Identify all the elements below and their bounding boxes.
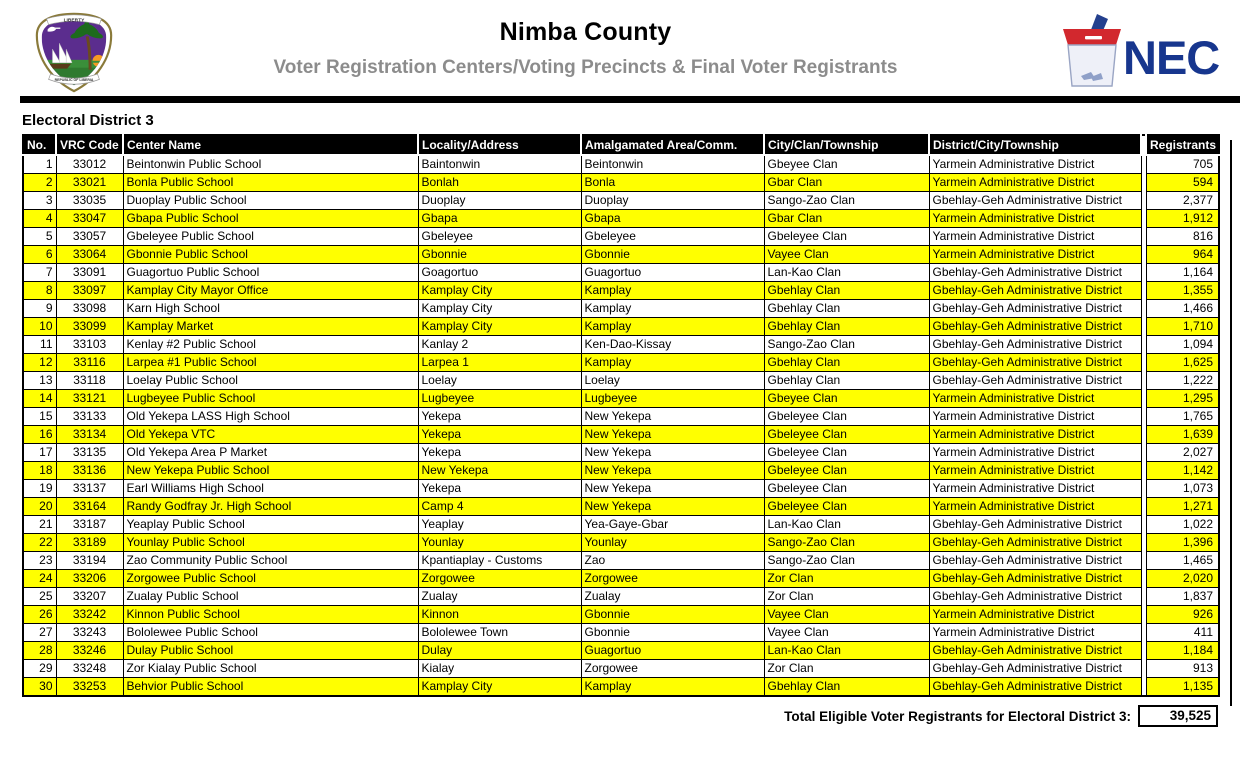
- cell-district: Yarmein Administrative District: [929, 408, 1141, 426]
- ballot-box-icon: [1051, 10, 1226, 94]
- cell-amalgamated-area: Kamplay: [581, 318, 764, 336]
- cell-amalgamated-area: Gbapa: [581, 210, 764, 228]
- cell-no: 21: [23, 516, 56, 534]
- cell-vrc-code: 33091: [56, 264, 123, 282]
- cell-district: Gbehlay-Geh Administrative District: [929, 372, 1141, 390]
- voter-centers-table: [22, 134, 1220, 697]
- cell-center-name: Kamplay City Mayor Office: [123, 282, 418, 300]
- liberia-seal-logo: [28, 8, 120, 96]
- cell-amalgamated-area: Gbeleyee: [581, 228, 764, 246]
- cell-no: 8: [23, 282, 56, 300]
- cell-registrants: 1,164: [1146, 264, 1219, 282]
- table-row: [23, 390, 1219, 408]
- cell-no: 3: [23, 192, 56, 210]
- cell-amalgamated-area: Guagortuo: [581, 642, 764, 660]
- cell-amalgamated-area: Yea-Gaye-Gbar: [581, 516, 764, 534]
- cell-locality: Camp 4: [418, 498, 581, 516]
- cell-amalgamated-area: Beintonwin: [581, 155, 764, 174]
- cell-no: 25: [23, 588, 56, 606]
- cell-vrc-code: 33103: [56, 336, 123, 354]
- cell-district: Yarmein Administrative District: [929, 624, 1141, 642]
- cell-city-clan: Gbehlay Clan: [764, 300, 929, 318]
- cell-amalgamated-area: Kamplay: [581, 300, 764, 318]
- cell-registrants: 1,396: [1146, 534, 1219, 552]
- cell-district: Gbehlay-Geh Administrative District: [929, 354, 1141, 372]
- cell-amalgamated-area: Gbonnie: [581, 246, 764, 264]
- table-row: [23, 372, 1219, 390]
- cell-locality: Baintonwin: [418, 155, 581, 174]
- cell-no: 14: [23, 390, 56, 408]
- cell-center-name: Old Yekepa Area P Market: [123, 444, 418, 462]
- cell-no: 7: [23, 264, 56, 282]
- section-title: Electoral District 3: [22, 112, 154, 129]
- cell-no: 13: [23, 372, 56, 390]
- table-row: [23, 552, 1219, 570]
- seal-top-banner-text: LIBERTY: [63, 18, 85, 24]
- cell-city-clan: Gbehlay Clan: [764, 282, 929, 300]
- cell-no: 10: [23, 318, 56, 336]
- cell-registrants: 1,022: [1146, 516, 1219, 534]
- cell-district: Yarmein Administrative District: [929, 480, 1141, 498]
- cell-center-name: Kamplay Market: [123, 318, 418, 336]
- cell-amalgamated-area: Kamplay: [581, 354, 764, 372]
- cell-city-clan: Gbeleyee Clan: [764, 228, 929, 246]
- cell-city-clan: Gbehlay Clan: [764, 372, 929, 390]
- cell-district: Yarmein Administrative District: [929, 606, 1141, 624]
- cell-no: 17: [23, 444, 56, 462]
- cell-registrants: 705: [1146, 155, 1219, 174]
- column-header-no: No.: [23, 135, 56, 155]
- cell-city-clan: Gbeyee Clan: [764, 155, 929, 174]
- cell-locality: Yekepa: [418, 408, 581, 426]
- cell-center-name: Zualay Public School: [123, 588, 418, 606]
- cell-center-name: Old Yekepa VTC: [123, 426, 418, 444]
- table-row: [23, 624, 1219, 642]
- seal-bottom-banner-text: REPUBLIC OF LIBERIA: [54, 77, 94, 82]
- cell-amalgamated-area: Loelay: [581, 372, 764, 390]
- cell-district: Yarmein Administrative District: [929, 498, 1141, 516]
- cell-center-name: Karn High School: [123, 300, 418, 318]
- cell-center-name: Bololewee Public School: [123, 624, 418, 642]
- cell-district: Gbehlay-Geh Administrative District: [929, 192, 1141, 210]
- cell-vrc-code: 33206: [56, 570, 123, 588]
- cell-locality: Kinnon: [418, 606, 581, 624]
- table-row: [23, 462, 1219, 480]
- cell-no: 5: [23, 228, 56, 246]
- cell-city-clan: Sango-Zao Clan: [764, 336, 929, 354]
- cell-registrants: 2,020: [1146, 570, 1219, 588]
- cell-registrants: 1,837: [1146, 588, 1219, 606]
- cell-city-clan: Gbeleyee Clan: [764, 462, 929, 480]
- cell-center-name: Zor Kialay Public School: [123, 660, 418, 678]
- cell-center-name: Loelay Public School: [123, 372, 418, 390]
- cell-district: Gbehlay-Geh Administrative District: [929, 282, 1141, 300]
- cell-district: Gbehlay-Geh Administrative District: [929, 660, 1141, 678]
- cell-locality: Yekepa: [418, 480, 581, 498]
- cell-city-clan: Sango-Zao Clan: [764, 534, 929, 552]
- cell-city-clan: Lan-Kao Clan: [764, 516, 929, 534]
- cell-district: Gbehlay-Geh Administrative District: [929, 264, 1141, 282]
- cell-locality: Kialay: [418, 660, 581, 678]
- cell-no: 30: [23, 678, 56, 697]
- cell-registrants: 1,465: [1146, 552, 1219, 570]
- column-header-locality: Locality/Address: [418, 135, 581, 155]
- cell-center-name: Randy Godfray Jr. High School: [123, 498, 418, 516]
- cell-no: 19: [23, 480, 56, 498]
- cell-no: 6: [23, 246, 56, 264]
- cell-city-clan: Lan-Kao Clan: [764, 264, 929, 282]
- cell-district: Gbehlay-Geh Administrative District: [929, 552, 1141, 570]
- table-row: [23, 155, 1219, 174]
- voter-table-body: [23, 155, 1219, 696]
- table-row: [23, 318, 1219, 336]
- table-header-row: [23, 135, 1219, 155]
- cell-center-name: Earl Williams High School: [123, 480, 418, 498]
- cell-locality: Larpea 1: [418, 354, 581, 372]
- cell-amalgamated-area: New Yekepa: [581, 480, 764, 498]
- cell-no: 11: [23, 336, 56, 354]
- table-row: [23, 354, 1219, 372]
- cell-center-name: Kenlay #2 Public School: [123, 336, 418, 354]
- cell-district: Yarmein Administrative District: [929, 155, 1141, 174]
- column-header-registrants: Registrants: [1146, 135, 1219, 155]
- cell-locality: Yeaplay: [418, 516, 581, 534]
- cell-center-name: Yeaplay Public School: [123, 516, 418, 534]
- cell-vrc-code: 33248: [56, 660, 123, 678]
- table-row: [23, 498, 1219, 516]
- cell-city-clan: Gbeleyee Clan: [764, 426, 929, 444]
- cell-vrc-code: 33099: [56, 318, 123, 336]
- cell-locality: Kamplay City: [418, 282, 581, 300]
- cell-vrc-code: 33136: [56, 462, 123, 480]
- cell-registrants: 1,222: [1146, 372, 1219, 390]
- cell-no: 24: [23, 570, 56, 588]
- cell-amalgamated-area: New Yekepa: [581, 408, 764, 426]
- column-header-city-clan: City/Clan/Township: [764, 135, 929, 155]
- page-header: [0, 0, 1240, 96]
- cell-registrants: 2,377: [1146, 192, 1219, 210]
- cell-no: 27: [23, 624, 56, 642]
- cell-city-clan: Vayee Clan: [764, 606, 929, 624]
- cell-city-clan: Gbeleyee Clan: [764, 480, 929, 498]
- cell-center-name: Kinnon Public School: [123, 606, 418, 624]
- cell-amalgamated-area: Duoplay: [581, 192, 764, 210]
- column-header-vrc-code: VRC Code: [56, 135, 123, 155]
- cell-vrc-code: 33047: [56, 210, 123, 228]
- table-row: [23, 534, 1219, 552]
- table-row: [23, 480, 1219, 498]
- cell-registrants: 1,639: [1146, 426, 1219, 444]
- cell-registrants: 1,912: [1146, 210, 1219, 228]
- cell-no: 23: [23, 552, 56, 570]
- cell-vrc-code: 33242: [56, 606, 123, 624]
- cell-registrants: 1,765: [1146, 408, 1219, 426]
- cell-district: Gbehlay-Geh Administrative District: [929, 570, 1141, 588]
- table-row: [23, 678, 1219, 697]
- cell-registrants: 1,271: [1146, 498, 1219, 516]
- cell-locality: Dulay: [418, 642, 581, 660]
- cell-locality: Bololewee Town: [418, 624, 581, 642]
- cell-registrants: 926: [1146, 606, 1219, 624]
- cell-locality: Yekepa: [418, 426, 581, 444]
- cell-registrants: 1,625: [1146, 354, 1219, 372]
- cell-center-name: Larpea #1 Public School: [123, 354, 418, 372]
- cell-city-clan: Gbeyee Clan: [764, 390, 929, 408]
- cell-city-clan: Sango-Zao Clan: [764, 192, 929, 210]
- cell-district: Yarmein Administrative District: [929, 174, 1141, 192]
- table-row: [23, 192, 1219, 210]
- cell-city-clan: Vayee Clan: [764, 624, 929, 642]
- cell-city-clan: Gbehlay Clan: [764, 678, 929, 697]
- cell-district: Gbehlay-Geh Administrative District: [929, 642, 1141, 660]
- cell-vrc-code: 33021: [56, 174, 123, 192]
- table-row: [23, 246, 1219, 264]
- cell-center-name: Zorgowee Public School: [123, 570, 418, 588]
- table-row: [23, 516, 1219, 534]
- cell-locality: Kamplay City: [418, 678, 581, 697]
- cell-city-clan: Gbeleyee Clan: [764, 408, 929, 426]
- cell-registrants: 1,073: [1146, 480, 1219, 498]
- cell-registrants: 964: [1146, 246, 1219, 264]
- cell-amalgamated-area: Zao: [581, 552, 764, 570]
- cell-district: Gbehlay-Geh Administrative District: [929, 300, 1141, 318]
- cell-amalgamated-area: Gbonnie: [581, 606, 764, 624]
- cell-vrc-code: 33187: [56, 516, 123, 534]
- cell-amalgamated-area: Younlay: [581, 534, 764, 552]
- table-row: [23, 210, 1219, 228]
- cell-city-clan: Gbehlay Clan: [764, 318, 929, 336]
- cell-locality: Gbapa: [418, 210, 581, 228]
- cell-center-name: Lugbeyee Public School: [123, 390, 418, 408]
- cell-vrc-code: 33098: [56, 300, 123, 318]
- cell-no: 18: [23, 462, 56, 480]
- cell-no: 4: [23, 210, 56, 228]
- cell-city-clan: Gbar Clan: [764, 210, 929, 228]
- cell-no: 1: [23, 155, 56, 174]
- cell-district: Yarmein Administrative District: [929, 444, 1141, 462]
- cell-no: 12: [23, 354, 56, 372]
- cell-no: 22: [23, 534, 56, 552]
- cell-registrants: 1,094: [1146, 336, 1219, 354]
- total-value-box: 39,525: [1138, 705, 1218, 727]
- cell-center-name: Gbonnie Public School: [123, 246, 418, 264]
- cell-vrc-code: 33135: [56, 444, 123, 462]
- cell-locality: Zorgowee: [418, 570, 581, 588]
- cell-vrc-code: 33116: [56, 354, 123, 372]
- cell-no: 16: [23, 426, 56, 444]
- cell-no: 26: [23, 606, 56, 624]
- total-label: Total Eligible Voter Registrants for Electoral District 3:: [784, 708, 1131, 724]
- table-row: [23, 570, 1219, 588]
- cell-vrc-code: 33012: [56, 155, 123, 174]
- table-row: [23, 444, 1219, 462]
- table-row: [23, 642, 1219, 660]
- table-row: [23, 660, 1219, 678]
- cell-center-name: New Yekepa Public School: [123, 462, 418, 480]
- cell-locality: Kamplay City: [418, 318, 581, 336]
- cell-vrc-code: 33134: [56, 426, 123, 444]
- cell-center-name: Behvior Public School: [123, 678, 418, 697]
- cell-no: 9: [23, 300, 56, 318]
- column-header-center-name: Center Name: [123, 135, 418, 155]
- cell-registrants: 1,135: [1146, 678, 1219, 697]
- cell-amalgamated-area: New Yekepa: [581, 498, 764, 516]
- cell-locality: Younlay: [418, 534, 581, 552]
- page-subtitle: Voter Registration Centers/Voting Precincts & Final Voter Registrants: [273, 57, 898, 78]
- cell-center-name: Bonla Public School: [123, 174, 418, 192]
- cell-district: Gbehlay-Geh Administrative District: [929, 336, 1141, 354]
- cell-amalgamated-area: Zorgowee: [581, 660, 764, 678]
- cell-center-name: Zao Community Public School: [123, 552, 418, 570]
- table-row: [23, 408, 1219, 426]
- cell-vrc-code: 33057: [56, 228, 123, 246]
- cell-amalgamated-area: Kamplay: [581, 282, 764, 300]
- cell-city-clan: Gbehlay Clan: [764, 354, 929, 372]
- cell-city-clan: Zor Clan: [764, 588, 929, 606]
- cell-center-name: Gbapa Public School: [123, 210, 418, 228]
- cell-amalgamated-area: New Yekepa: [581, 426, 764, 444]
- cell-vrc-code: 33207: [56, 588, 123, 606]
- cell-registrants: 1,184: [1146, 642, 1219, 660]
- cell-amalgamated-area: Ken-Dao-Kissay: [581, 336, 764, 354]
- table-row: [23, 174, 1219, 192]
- cell-district: Gbehlay-Geh Administrative District: [929, 516, 1141, 534]
- cell-locality: Yekepa: [418, 444, 581, 462]
- table-row: [23, 588, 1219, 606]
- cell-locality: Kamplay City: [418, 300, 581, 318]
- cell-amalgamated-area: Gbonnie: [581, 624, 764, 642]
- cell-locality: Goagortuo: [418, 264, 581, 282]
- cell-amalgamated-area: Zualay: [581, 588, 764, 606]
- cell-city-clan: Zor Clan: [764, 660, 929, 678]
- cell-vrc-code: 33164: [56, 498, 123, 516]
- cell-amalgamated-area: New Yekepa: [581, 444, 764, 462]
- cell-locality: Loelay: [418, 372, 581, 390]
- cell-no: 29: [23, 660, 56, 678]
- cell-district: Yarmein Administrative District: [929, 462, 1141, 480]
- header-titles: [120, 8, 1051, 79]
- cell-city-clan: Zor Clan: [764, 570, 929, 588]
- cell-registrants: 1,355: [1146, 282, 1219, 300]
- cell-district: Gbehlay-Geh Administrative District: [929, 318, 1141, 336]
- table-row: [23, 228, 1219, 246]
- cell-vrc-code: 33035: [56, 192, 123, 210]
- cell-vrc-code: 33194: [56, 552, 123, 570]
- cell-city-clan: Sango-Zao Clan: [764, 552, 929, 570]
- table-row: [23, 282, 1219, 300]
- cell-center-name: Gbeleyee Public School: [123, 228, 418, 246]
- cell-vrc-code: 33121: [56, 390, 123, 408]
- cell-locality: New Yekepa: [418, 462, 581, 480]
- cell-registrants: 1,295: [1146, 390, 1219, 408]
- cell-city-clan: Gbeleyee Clan: [764, 498, 929, 516]
- cell-vrc-code: 33253: [56, 678, 123, 697]
- cell-city-clan: Gbar Clan: [764, 174, 929, 192]
- cell-vrc-code: 33246: [56, 642, 123, 660]
- table-row: [23, 606, 1219, 624]
- cell-vrc-code: 33118: [56, 372, 123, 390]
- cell-vrc-code: 33064: [56, 246, 123, 264]
- column-header-amalgamated-area: Amalgamated Area/Comm.: [581, 135, 764, 155]
- page-title: Nimba County: [499, 18, 672, 46]
- table-row: [23, 336, 1219, 354]
- cell-district: Gbehlay-Geh Administrative District: [929, 678, 1141, 697]
- cell-registrants: 1,710: [1146, 318, 1219, 336]
- cell-center-name: Beintonwin Public School: [123, 155, 418, 174]
- cell-district: Yarmein Administrative District: [929, 390, 1141, 408]
- cell-amalgamated-area: Zorgowee: [581, 570, 764, 588]
- cell-city-clan: Vayee Clan: [764, 246, 929, 264]
- cell-center-name: Dulay Public School: [123, 642, 418, 660]
- cell-registrants: 1,466: [1146, 300, 1219, 318]
- cell-amalgamated-area: Guagortuo: [581, 264, 764, 282]
- cell-registrants: 2,027: [1146, 444, 1219, 462]
- cell-registrants: 816: [1146, 228, 1219, 246]
- cell-no: 15: [23, 408, 56, 426]
- cell-registrants: 411: [1146, 624, 1219, 642]
- cell-amalgamated-area: Lugbeyee: [581, 390, 764, 408]
- cell-locality: Duoplay: [418, 192, 581, 210]
- header-divider-bar: [20, 96, 1240, 103]
- cell-no: 2: [23, 174, 56, 192]
- column-header-district: District/City/Township: [929, 135, 1141, 155]
- cell-center-name: Younlay Public School: [123, 534, 418, 552]
- cell-city-clan: Lan-Kao Clan: [764, 642, 929, 660]
- cell-locality: Lugbeyee: [418, 390, 581, 408]
- cell-district: Gbehlay-Geh Administrative District: [929, 534, 1141, 552]
- cell-amalgamated-area: New Yekepa: [581, 462, 764, 480]
- cell-district: Gbehlay-Geh Administrative District: [929, 588, 1141, 606]
- cell-vrc-code: 33137: [56, 480, 123, 498]
- cell-locality: Kpantiaplay - Customs: [418, 552, 581, 570]
- cell-center-name: Duoplay Public School: [123, 192, 418, 210]
- cell-locality: Gbeleyee: [418, 228, 581, 246]
- table-row: [23, 300, 1219, 318]
- cell-city-clan: Gbeleyee Clan: [764, 444, 929, 462]
- cell-vrc-code: 33243: [56, 624, 123, 642]
- cell-vrc-code: 33189: [56, 534, 123, 552]
- cell-amalgamated-area: Bonla: [581, 174, 764, 192]
- table-row: [23, 426, 1219, 444]
- nec-logo: [1051, 10, 1226, 94]
- table-row: [23, 264, 1219, 282]
- cell-registrants: 594: [1146, 174, 1219, 192]
- cell-district: Yarmein Administrative District: [929, 246, 1141, 264]
- cell-locality: Zualay: [418, 588, 581, 606]
- cell-amalgamated-area: Kamplay: [581, 678, 764, 697]
- cell-registrants: 913: [1146, 660, 1219, 678]
- cell-no: 20: [23, 498, 56, 516]
- cell-district: Yarmein Administrative District: [929, 210, 1141, 228]
- cell-registrants: 1,142: [1146, 462, 1219, 480]
- cell-vrc-code: 33133: [56, 408, 123, 426]
- cell-vrc-code: 33097: [56, 282, 123, 300]
- right-edge-rule: [1230, 140, 1232, 706]
- cell-locality: Bonlah: [418, 174, 581, 192]
- cell-locality: Kanlay 2: [418, 336, 581, 354]
- cell-center-name: Guagortuo Public School: [123, 264, 418, 282]
- cell-district: Yarmein Administrative District: [929, 228, 1141, 246]
- liberia-coat-of-arms-icon: [28, 8, 120, 96]
- total-row: [0, 705, 1218, 727]
- cell-center-name: Old Yekepa LASS High School: [123, 408, 418, 426]
- cell-no: 28: [23, 642, 56, 660]
- cell-locality: Gbonnie: [418, 246, 581, 264]
- nec-logo-text: NEC: [1123, 31, 1220, 84]
- cell-district: Yarmein Administrative District: [929, 426, 1141, 444]
